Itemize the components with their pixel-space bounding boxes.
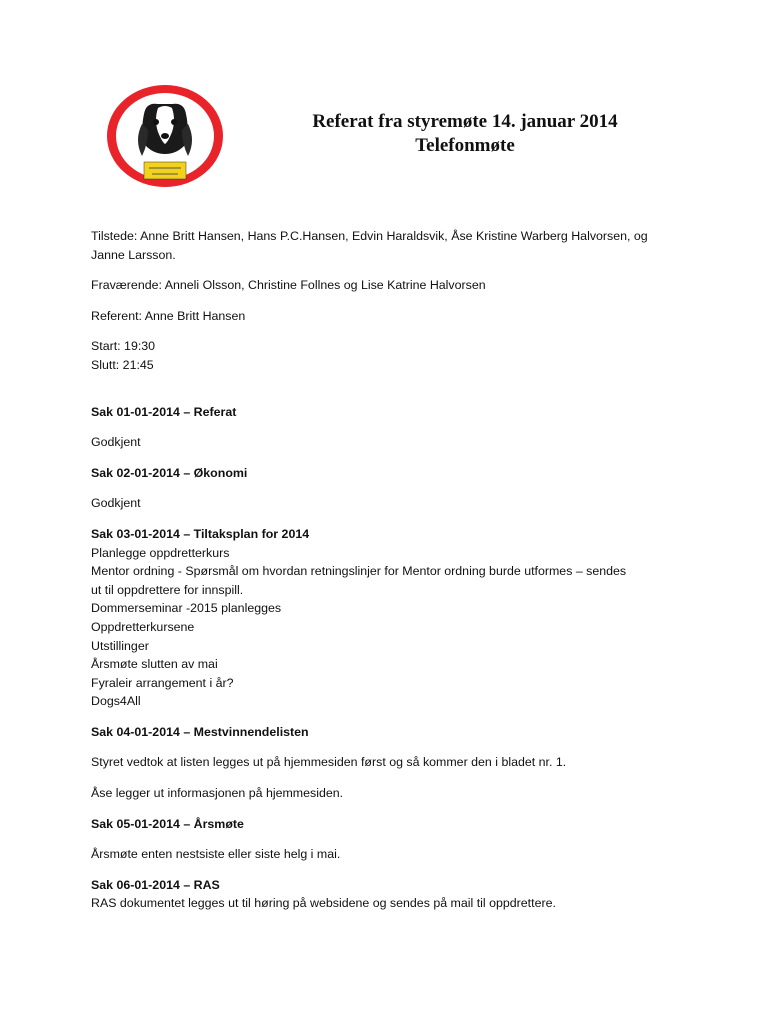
present-line-2: Janne Larsson.	[91, 247, 176, 262]
item-heading: Sak 05-01-2014 – Årsmøte	[91, 816, 244, 831]
absent-line: Fraværende: Anneli Olsson, Christine Follnes og Lise Katrine Halvorsen	[91, 278, 486, 293]
item-body-line: Oppdretterkursene	[91, 619, 195, 634]
item-body-line: Godkjent	[91, 496, 141, 511]
item-body-line: Årsmøte enten nestsiste eller siste helg i mai.	[91, 847, 341, 862]
title-block	[250, 110, 680, 158]
item-body-line: Dommerseminar -2015 planlegges	[91, 601, 282, 616]
item-heading: Sak 03-01-2014 – Tiltaksplan for 2014	[91, 526, 310, 541]
item-body-line: Mentor ordning - Spørsmål om hvordan retningslinjer for Mentor ordning burde utformes – sendes	[91, 564, 627, 579]
item-heading: Sak 06-01-2014 – RAS	[91, 877, 220, 892]
present-line-1: Tilstede: Anne Britt Hansen, Hans P.C.Hansen, Edvin Haraldsvik, Åse Kristine Warberg Halvorsen, og	[91, 229, 648, 243]
item-body-line: Dogs4All	[91, 694, 141, 709]
end-time: Slutt: 21:45	[91, 357, 154, 372]
item-heading: Sak 04-01-2014 – Mestvinnendelisten	[91, 724, 309, 739]
item-body-line: Utstillinger	[91, 638, 149, 653]
item-body-line: Fyraleir arrangement i år?	[91, 675, 234, 690]
item-heading: Sak 01-01-2014 – Referat	[91, 404, 237, 419]
club-logo	[106, 84, 224, 188]
item-body-line: Styret vedtok at listen legges ut på hjemmesiden først og så kommer den i bladet nr. 1.	[91, 755, 567, 770]
item-body-line: Åse legger ut informasjonen på hjemmesiden.	[91, 786, 344, 801]
referent-line: Referent: Anne Britt Hansen	[91, 308, 246, 323]
start-time: Start: 19:30	[91, 339, 156, 354]
item-body-line: Planlegge oppdretterkurs	[91, 545, 230, 560]
item-body-line: Årsmøte slutten av mai	[91, 657, 218, 672]
item-heading: Sak 02-01-2014 – Økonomi	[91, 465, 248, 480]
document-title: Referat fra styremøte 14. januar 2014	[312, 111, 618, 132]
minutes-content	[91, 227, 691, 913]
item-body-line: Godkjent	[91, 435, 141, 450]
item-body-line: ut til oppdrettere for innspill.	[91, 582, 244, 597]
item-body-line: RAS dokumentet legges ut til høring på websidene og sendes på mail til oppdrettere.	[91, 896, 556, 911]
document-subtitle: Telefonmøte	[415, 135, 515, 156]
